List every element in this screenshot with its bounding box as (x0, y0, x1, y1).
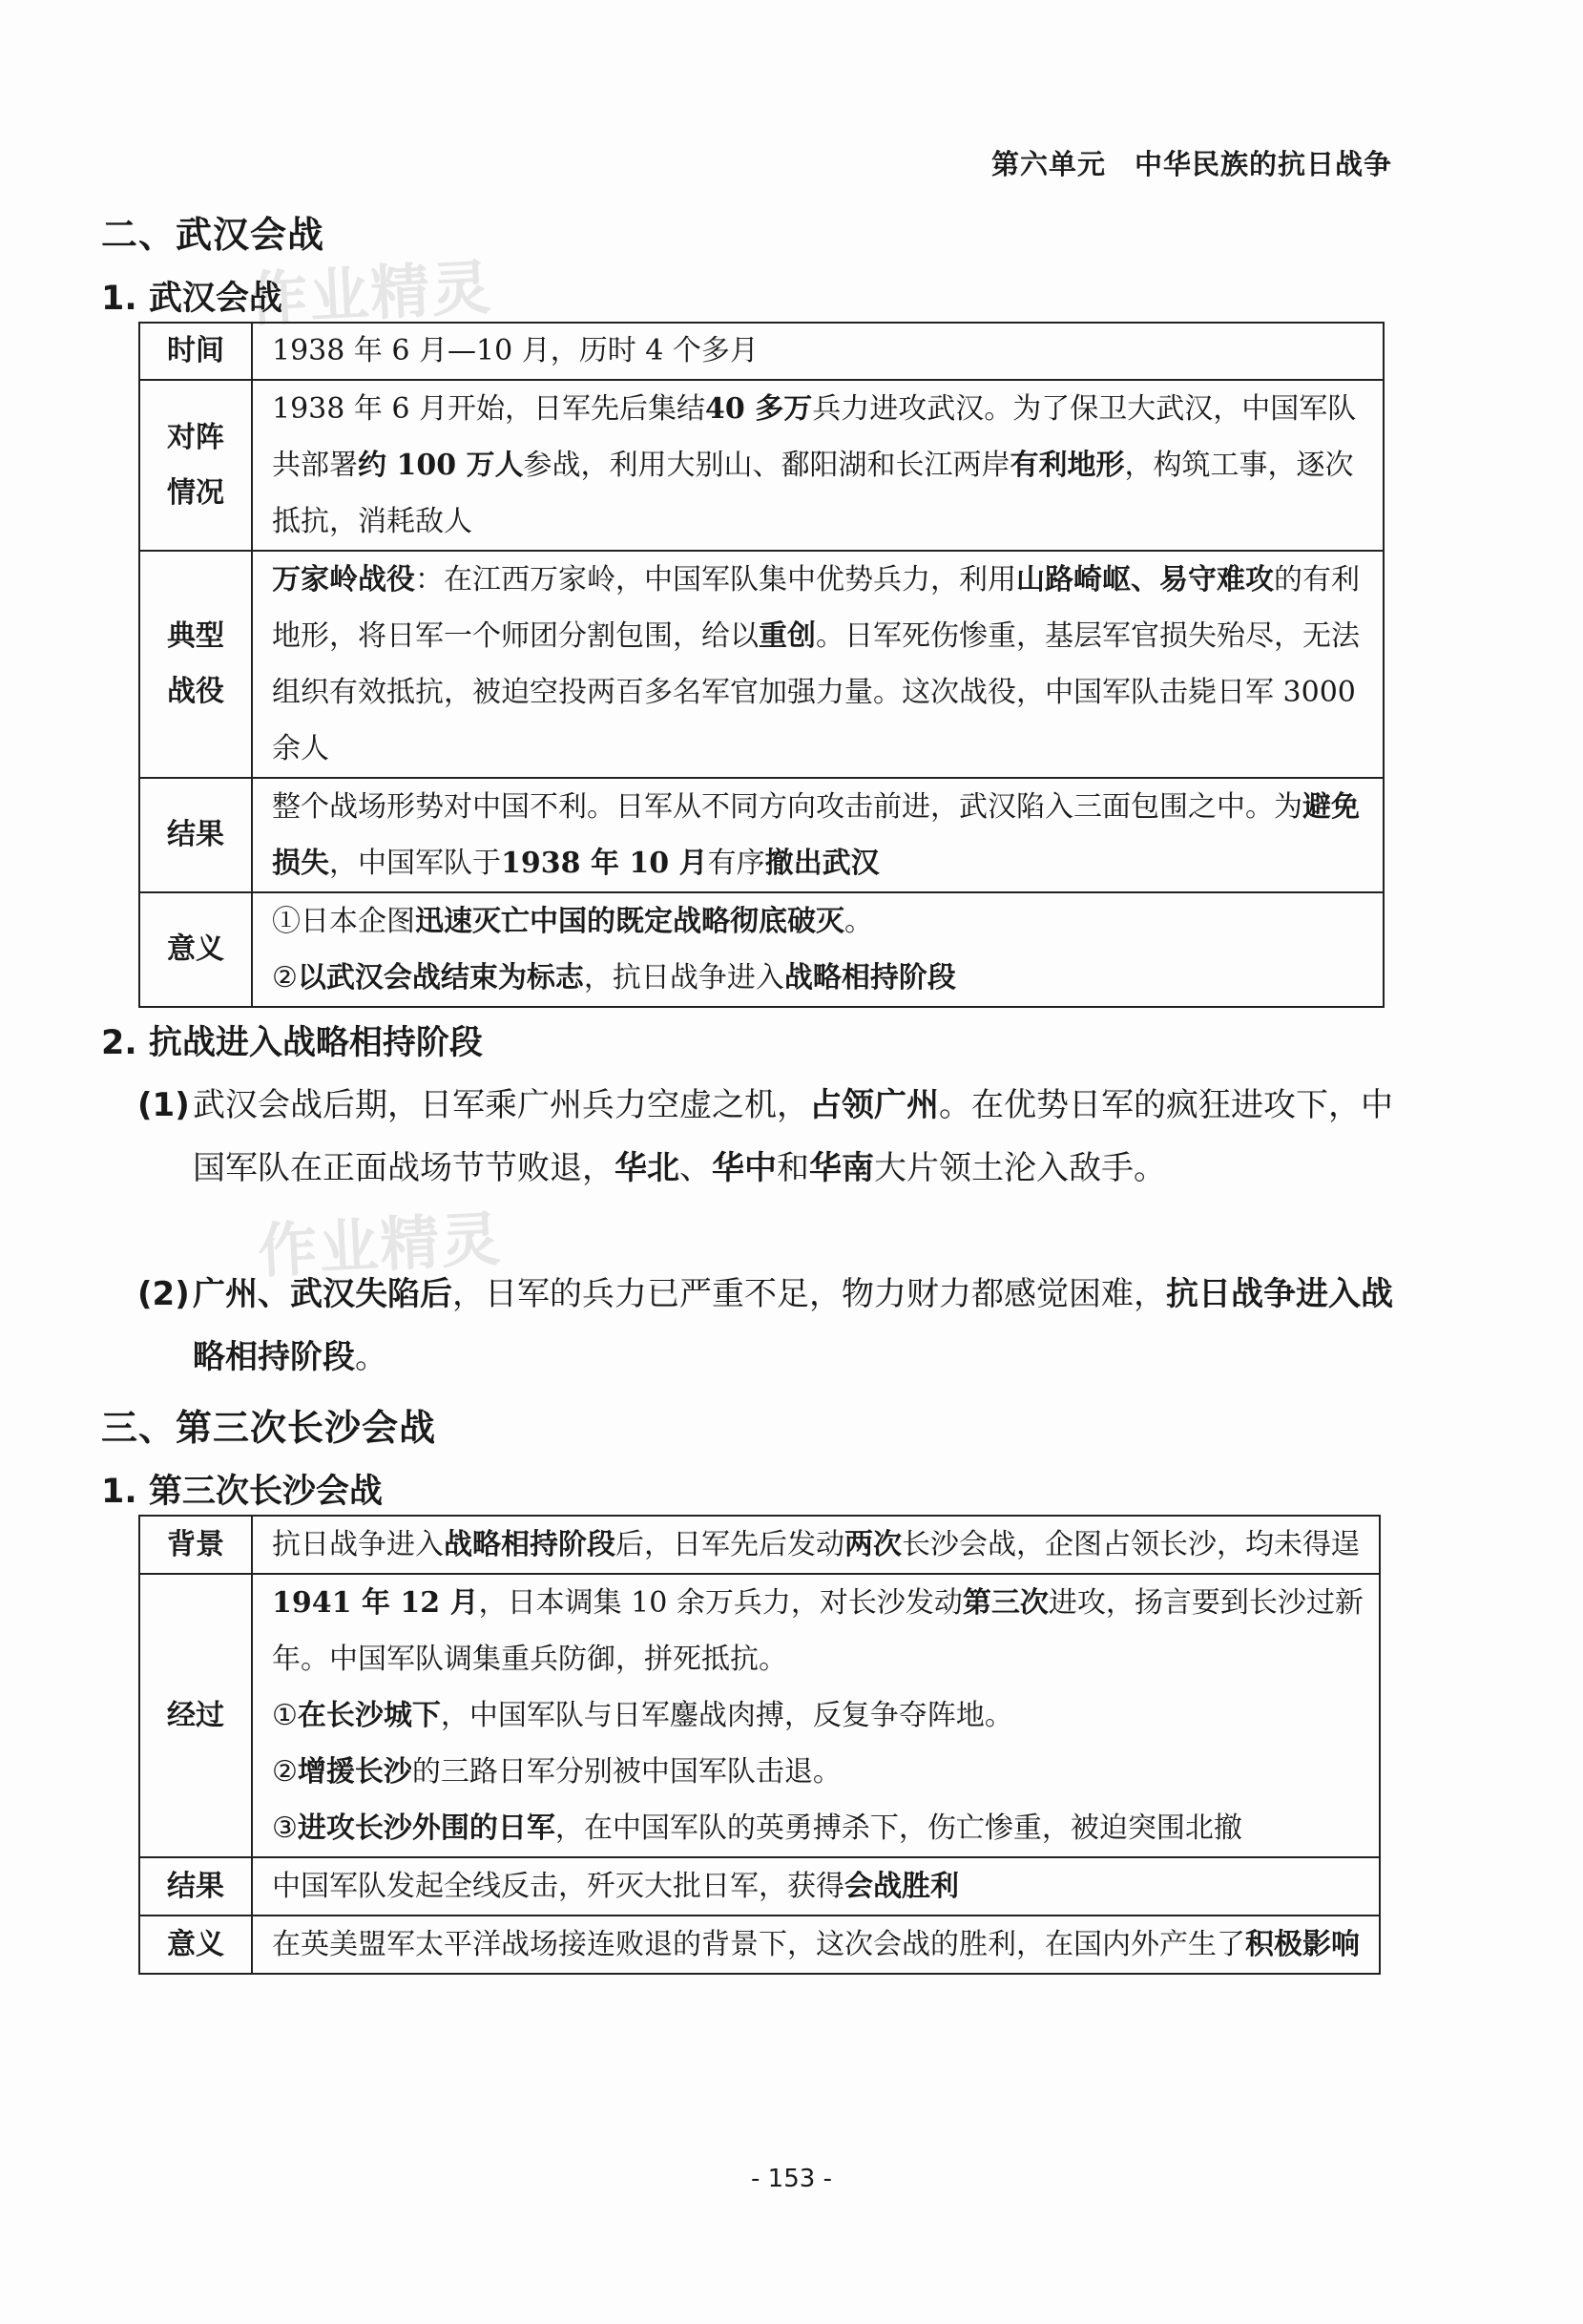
wuhan-battle-table (138, 322, 1385, 1008)
paragraph-1: (1) 武汉会战后期，日军乘广州兵力空虚之机，占领广州。在优势日军的疯狂进攻下，中国军队在正面战场节节败退，华北、华中和华南大片领土沦入敌手。 (137, 1086, 1393, 1187)
paragraph-2: (2) 广州、武汉失陷后，日军的兵力已严重不足，物力财力都感觉困难，抗日战争进入战略相持阶段。 (137, 1275, 1393, 1376)
table-row (139, 551, 1384, 778)
table-row (139, 323, 1384, 380)
row-content: 在英美盟军太平洋战场接连败退的背景下，这次会战的胜利，在国内外产生了积极影响 (252, 1916, 1380, 1974)
subheading-wuhan-battle: 1. 武汉会战 (101, 280, 282, 318)
table-row (139, 1574, 1380, 1857)
table-row (139, 380, 1384, 551)
subheading-changsha-battle: 1. 第三次长沙会战 (101, 1473, 383, 1511)
watermark: 作业精灵 (246, 252, 495, 335)
table-row (139, 778, 1384, 892)
table-row (139, 1857, 1380, 1916)
row-label: 意义 (139, 1916, 252, 1974)
page-number: - 153 - (751, 2165, 832, 2193)
row-label: 结果 (139, 778, 252, 892)
subheading-stalemate: 2. 抗战进入战略相持阶段 (101, 1024, 483, 1062)
row-label: 典型 战役 (139, 551, 252, 778)
row-label: 意义 (139, 892, 252, 1007)
row-label: 结果 (139, 1857, 252, 1916)
row-content: 中国军队发起全线反击，歼灭大批日军，获得会战胜利 (252, 1857, 1380, 1916)
table-row (139, 892, 1384, 1007)
row-content: 抗日战争进入战略相持阶段后，日军先后发动两次长沙会战，企图占领长沙，均未得逞 (252, 1516, 1380, 1574)
row-label: 时间 (139, 323, 252, 380)
unit-header (991, 143, 1392, 182)
section-heading-wuhan: 二、武汉会战 (101, 214, 325, 256)
row-content: ①日本企图迅速灭亡中国的既定战略彻底破灭。 ②以武汉会战结束为标志，抗日战争进入战略相持阶段 (252, 892, 1384, 1007)
row-label: 对阵 情况 (139, 380, 252, 551)
row-label: 经过 (139, 1574, 252, 1857)
unit-title: 中华民族的抗日战争 (1134, 148, 1392, 180)
row-content: 1938 年 6 月开始，日军先后集结40 多万兵力进攻武汉。为了保卫大武汉，中国军队共部署约 100 万人参战，利用大别山、鄱阳湖和长江两岸有利地形，构筑工事，逐次抵抗，消耗敌人 (252, 380, 1384, 551)
table-row (139, 1516, 1380, 1574)
changsha-battle-table (138, 1515, 1381, 1975)
row-content: 整个战场形势对中国不利。日军从不同方向攻击前进，武汉陷入三面包围之中。为避免损失，中国军队于1938 年 10 月有序撤出武汉 (252, 778, 1384, 892)
row-label: 背景 (139, 1516, 252, 1574)
row-content: 1938 年 6 月—10 月，历时 4 个多月 (252, 323, 1384, 380)
table-row (139, 1916, 1380, 1974)
row-content: 1941 年 12 月，日本调集 10 余万兵力，对长沙发动第三次进攻，扬言要到长沙过新年。中国军队调集重兵防御，拼死抵抗。 ①在长沙城下，中国军队与日军鏖战肉搏，反复争夺阵地。 ②增援长沙的三路日军分别被中国军队击退。 ③进攻长沙外围的日军，在中国军队的英勇搏杀下，伤亡惨重，被迫突围北撤 (252, 1574, 1380, 1857)
unit-number: 第六单元 (990, 148, 1106, 180)
section-heading-changsha: 三、第三次长沙会战 (101, 1407, 437, 1449)
watermark: 作业精灵 (256, 1204, 505, 1287)
row-content: 万家岭战役：在江西万家岭，中国军队集中优势兵力，利用山路崎岖、易守难攻的有利地形，将日军一个师团分割包围，给以重创。日军死伤惨重，基层军官损失殆尽，无法组织有效抵抗，被迫空投两百多名军官加强力量。这次战役，中国军队击毙日军 3000 余人 (252, 551, 1384, 778)
